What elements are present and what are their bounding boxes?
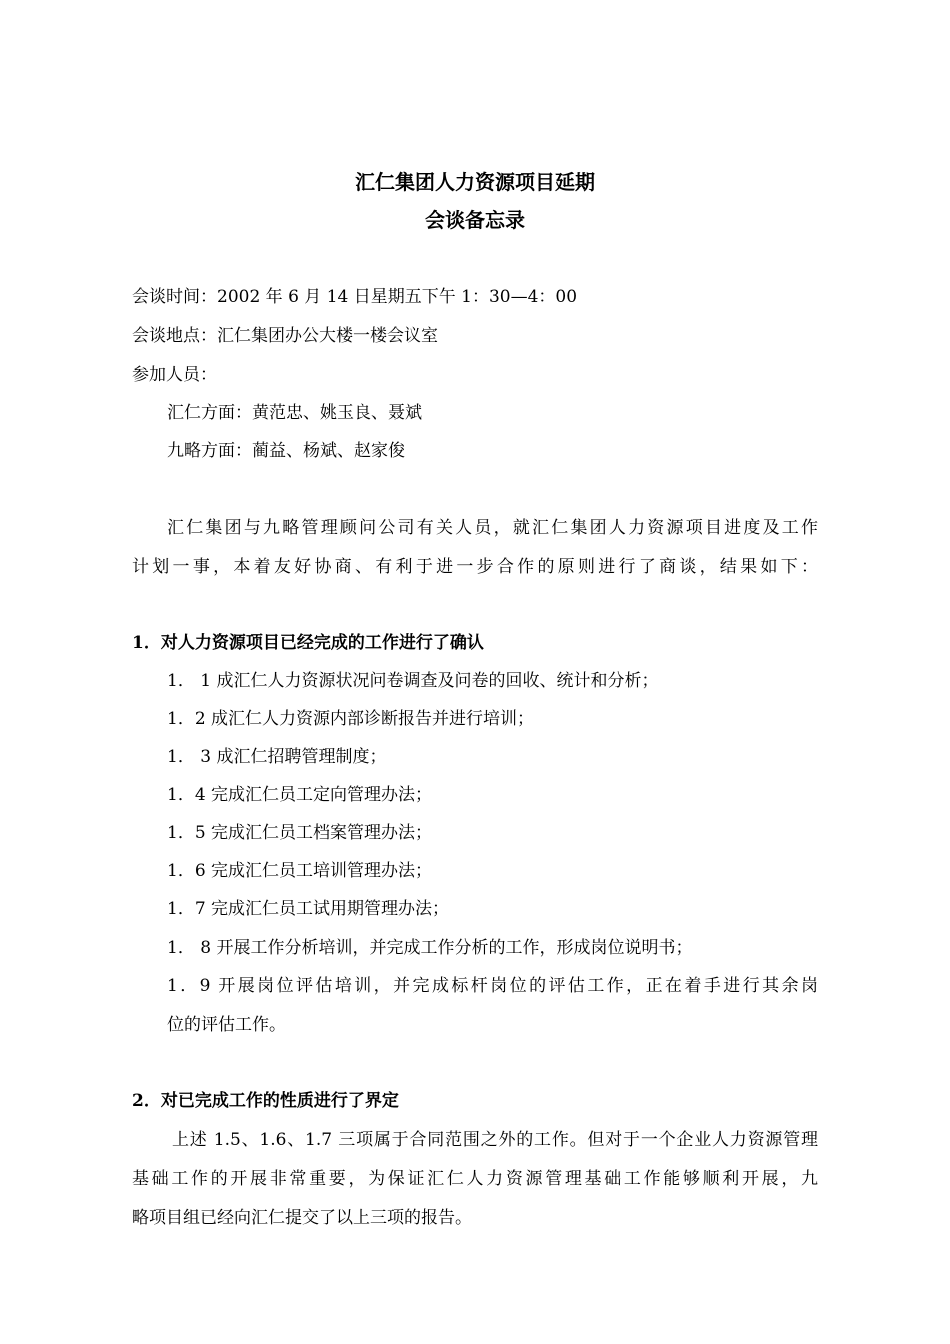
section2-line3: 略项目组已经向汇仁提交了以上三项的报告。: [132, 1208, 472, 1228]
list-item: 1．9 开展岗位评估培训，并完成标杆岗位的评估工作，正在着手进行其余岗: [167, 976, 818, 996]
attendees-label: 参加人员：: [132, 365, 217, 385]
list-item: 1． 3 成汇仁招聘管理制度；: [167, 747, 387, 767]
list-item: 1．5 完成汇仁员工档案管理办法；: [167, 823, 433, 843]
attendees-huiren: 汇仁方面：黄范忠、姚玉良、聂斌: [167, 403, 422, 423]
intro-line2: 计划一事，本着友好协商、有利于进一步合作的原则进行了商谈，结果如下：: [132, 557, 818, 577]
section2-line2: 基础工作的开展非常重要，为保证汇仁人力资源管理基础工作能够顺利开展，九: [132, 1169, 818, 1189]
list-item: 1．2 成汇仁人力资源内部诊断报告并进行培训；: [167, 709, 535, 729]
document-title-line2: 会谈备忘录: [425, 208, 525, 232]
meeting-place: 会谈地点：汇仁集团办公大楼一楼会议室: [132, 326, 438, 346]
attendees-jiulue: 九略方面：蔺益、杨斌、赵家俊: [167, 441, 405, 461]
document-title-line1: 汇仁集团人力资源项目延期: [355, 170, 595, 194]
intro-line1: 汇仁集团与九略管理顾问公司有关人员，就汇仁集团人力资源项目进度及工作: [167, 518, 818, 538]
section2-heading: 2．对已完成工作的性质进行了界定: [132, 1091, 399, 1111]
list-item: 1． 1 成汇仁人力资源状况问卷调查及问卷的回收、统计和分析；: [167, 671, 659, 691]
list-item: 1． 8 开展工作分析培训，并完成工作分析的工作，形成岗位说明书；: [167, 938, 693, 958]
list-item: 1．4 完成汇仁员工定向管理办法；: [167, 785, 433, 805]
list-item-continuation: 位的评估工作。: [167, 1015, 286, 1035]
list-item: 1．6 完成汇仁员工培训管理办法；: [167, 861, 433, 881]
meeting-time: 会谈时间：2002 年 6 月 14 日星期五下午 1：30—4：00: [132, 287, 578, 307]
list-item: 1．7 完成汇仁员工试用期管理办法；: [167, 899, 450, 919]
section1-heading: 1．对人力资源项目已经完成的工作进行了确认: [132, 633, 484, 653]
section2-line1: 上述 1.5、1.6、1.7 三项属于合同范围之外的工作。但对于一个企业人力资源管理: [172, 1130, 818, 1150]
